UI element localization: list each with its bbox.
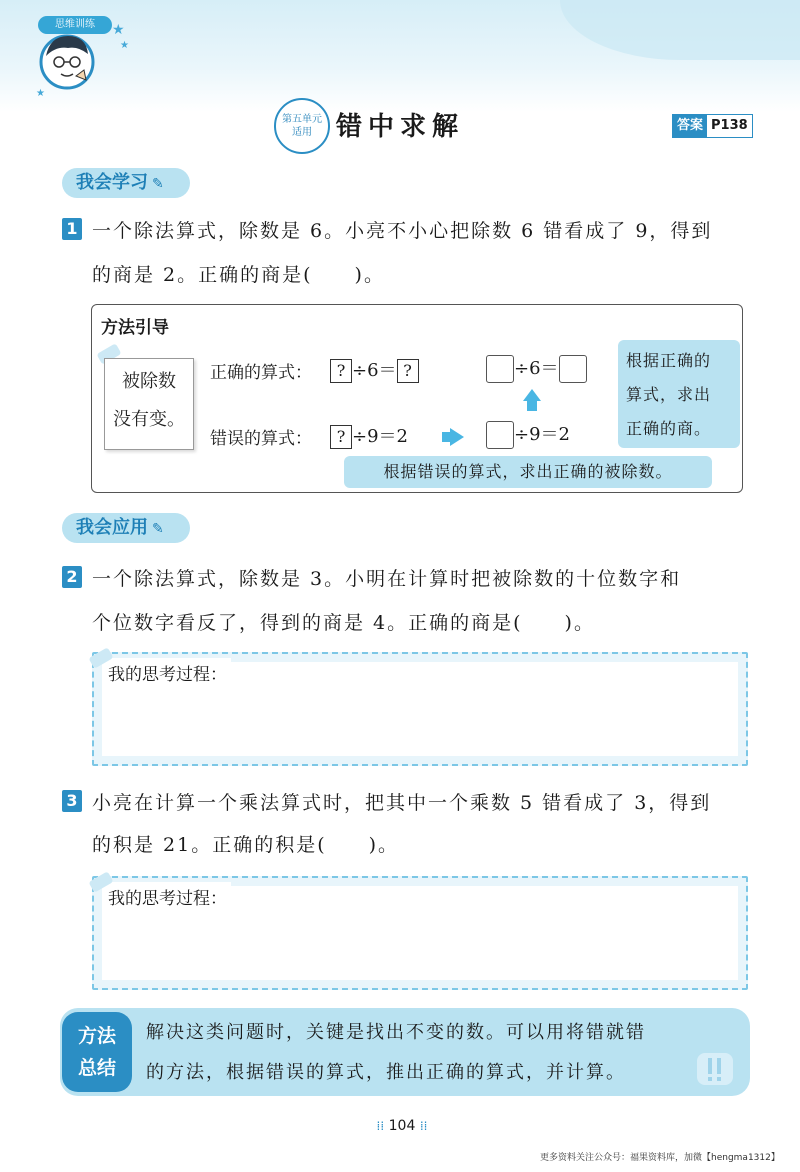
answer-label: 答案 bbox=[673, 115, 707, 137]
method-summary-tag bbox=[62, 1012, 132, 1092]
note-line2: 没有变。 bbox=[113, 409, 185, 430]
tip-right-line1: 根据正确的 bbox=[626, 351, 712, 370]
arrow-up-icon-tail bbox=[527, 400, 537, 411]
summary-line1: 解决这类问题时，关键是找出不变的数。可以用将错就错 bbox=[146, 1022, 646, 1043]
right-wrong-equation bbox=[486, 420, 570, 449]
pencil-icon: ✎ bbox=[152, 521, 164, 537]
question-number: 3 bbox=[62, 790, 82, 812]
section-learn-label: 我会学习 bbox=[76, 172, 148, 193]
star-icon: ★ bbox=[36, 88, 45, 99]
page-number-value: 104 bbox=[388, 1118, 416, 1134]
wrong-equation-tail: ÷9＝2 bbox=[352, 426, 408, 447]
right-correct-equation bbox=[486, 354, 587, 383]
q3-line2: 的积是 21。正确的积是( )。 bbox=[92, 834, 400, 856]
unknown-box: ? bbox=[330, 359, 352, 383]
pencil-icon: ✎ bbox=[152, 176, 164, 192]
right-wrong-tail: ÷9＝2 bbox=[514, 424, 570, 445]
q2-think-label: 我的思考过程： bbox=[104, 658, 231, 687]
footer-watermark: 更多资料关注公众号：福果资料库，加微【hengma1312】 bbox=[540, 1153, 780, 1163]
tip-bottom: 根据错误的算式，求出正确的被除数。 bbox=[344, 456, 712, 488]
note-card bbox=[104, 358, 194, 450]
tip-right-line2: 算式，求出 bbox=[626, 385, 712, 404]
note-line1: 被除数 bbox=[122, 371, 176, 392]
answer-box[interactable] bbox=[559, 355, 587, 383]
section-apply-label: 我会应用 bbox=[76, 517, 148, 538]
answer-box[interactable] bbox=[486, 355, 514, 383]
summary-tag-line2: 总结 bbox=[77, 1057, 116, 1079]
q3-line1: 小亮在计算一个乘法算式时，把其中一个乘数 5 错看成了 3，得到 bbox=[92, 792, 712, 814]
arrow-right-icon bbox=[450, 428, 464, 446]
exclamation-icon bbox=[696, 1052, 734, 1086]
page-number bbox=[372, 1118, 432, 1134]
q1-line1: 一个除法算式，除数是 6。小亮不小心把除数 6 错看成了 9，得到 bbox=[92, 220, 713, 242]
q1-line2: 的商是 2。正确的商是( )。 bbox=[92, 264, 385, 286]
wrong-equation-label: 错误的算式： bbox=[210, 429, 312, 449]
dots-right-icon: ⁞⁞ bbox=[419, 1119, 428, 1133]
tip-right bbox=[618, 340, 740, 448]
star-icon: ★ bbox=[112, 22, 125, 38]
unit-seal bbox=[274, 98, 330, 154]
right-correct-tail: ÷6＝ bbox=[514, 358, 559, 379]
correct-equation bbox=[330, 356, 419, 383]
wrong-equation bbox=[330, 422, 408, 449]
star-icon: ★ bbox=[120, 40, 129, 51]
method-guide-title: 方法引导 bbox=[101, 318, 169, 338]
q2-line1: 一个除法算式，除数是 3。小明在计算时把被除数的十位数字和 bbox=[92, 568, 682, 590]
question-number: 1 bbox=[62, 218, 82, 240]
section-learn bbox=[62, 168, 190, 198]
unit-seal-line2: 适用 bbox=[292, 127, 312, 138]
section-apply bbox=[62, 513, 190, 543]
dots-left-icon: ⁞⁞ bbox=[376, 1119, 385, 1133]
unit-seal-line1: 第五单元 bbox=[282, 114, 322, 125]
unknown-box: ? bbox=[330, 425, 352, 449]
mascot-badge: 思维训练 bbox=[38, 16, 112, 34]
correct-equation-label: 正确的算式： bbox=[210, 363, 312, 383]
summary-line2: 的方法，根据错误的算式，推出正确的算式，并计算。 bbox=[146, 1062, 626, 1083]
correct-equation-tail: ÷6＝ bbox=[352, 360, 397, 381]
summary-tag-line1: 方法 bbox=[77, 1025, 116, 1047]
q3-think-label: 我的思考过程： bbox=[104, 882, 231, 911]
q2-line2: 个位数字看反了，得到的商是 4。正确的商是( )。 bbox=[92, 612, 595, 634]
unknown-box: ? bbox=[397, 359, 419, 383]
answer-box[interactable] bbox=[486, 421, 514, 449]
tip-right-line3: 正确的商。 bbox=[626, 419, 712, 438]
answer-page: P138 bbox=[711, 118, 748, 133]
question-number: 2 bbox=[62, 566, 82, 588]
answer-reference bbox=[672, 114, 753, 138]
page-title: 错中求解 bbox=[336, 112, 465, 142]
